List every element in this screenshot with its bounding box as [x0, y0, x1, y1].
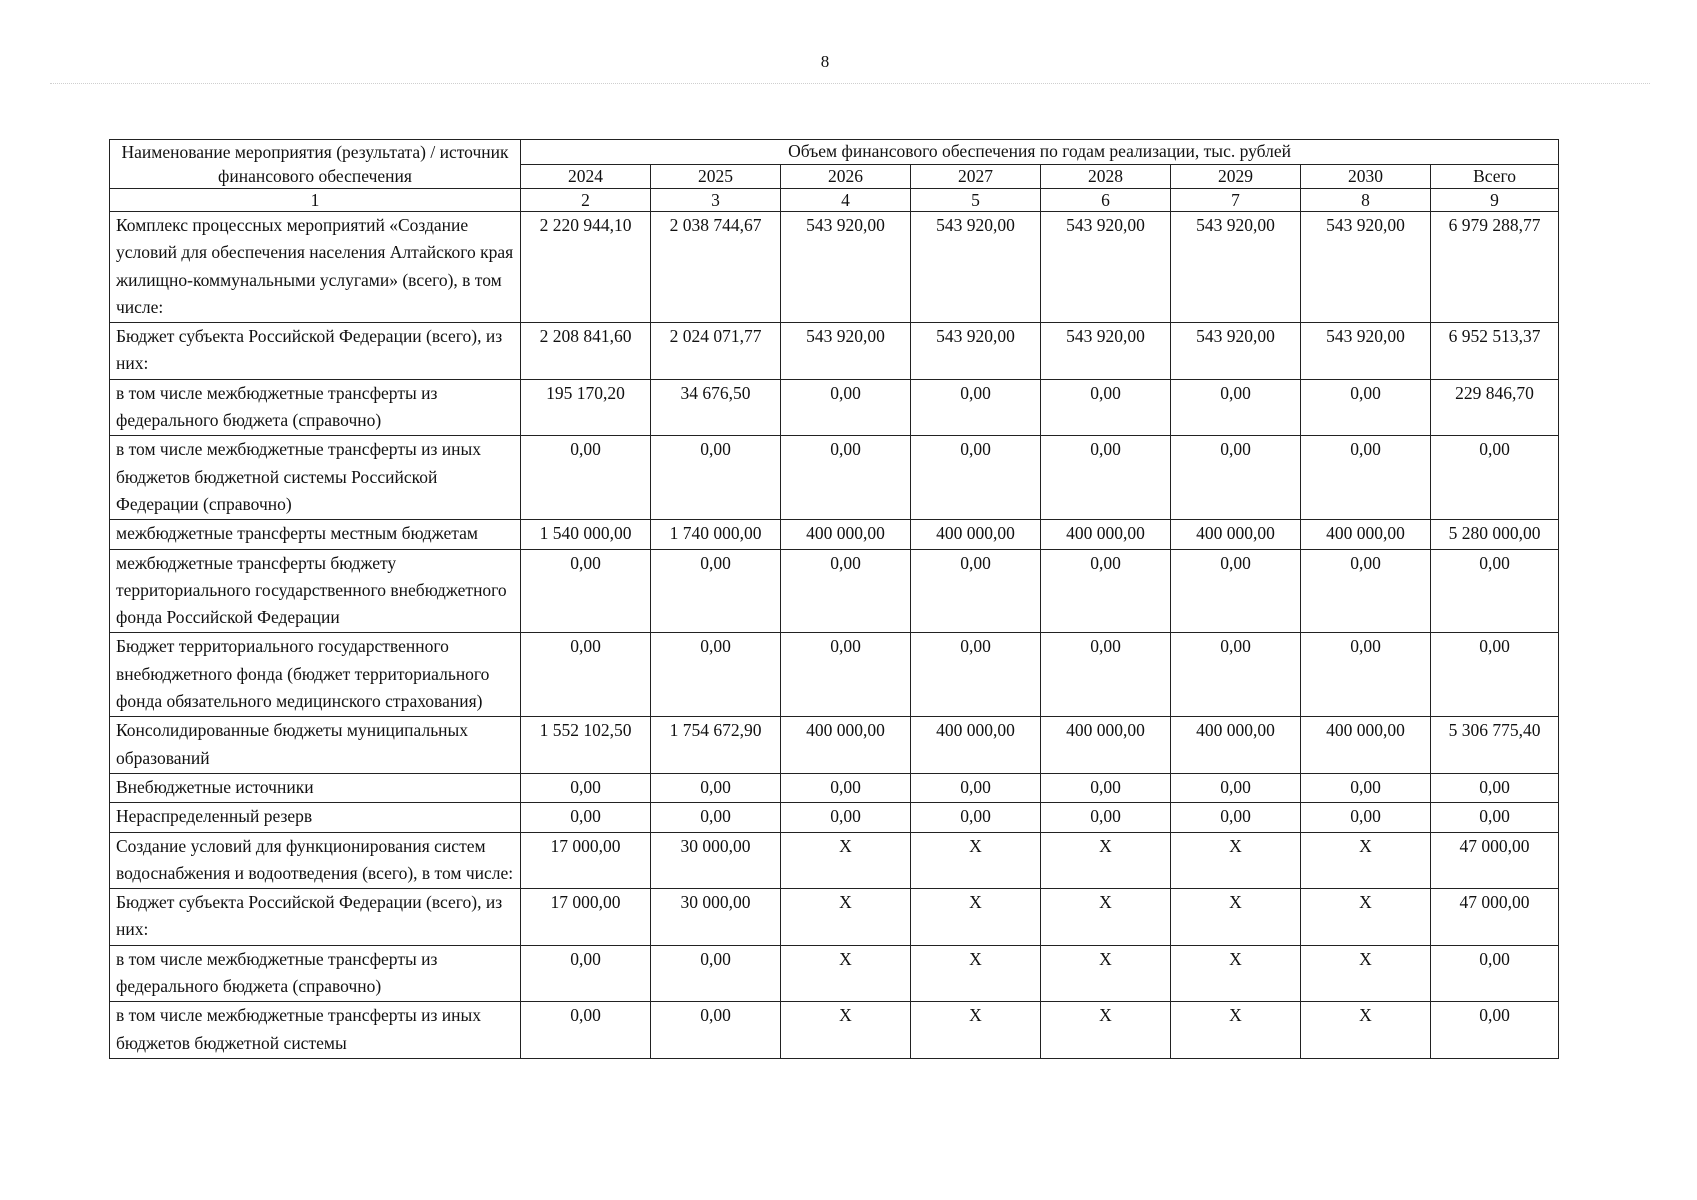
table-row	[110, 889, 1559, 946]
row-value-cell: 1 552 102,50	[521, 717, 651, 774]
row-total-cell: 0,00	[1431, 803, 1559, 832]
row-value-cell: X	[911, 1002, 1041, 1059]
row-total-cell: 0,00	[1431, 633, 1559, 717]
row-name-cell: Консолидированные бюджеты муниципальных образований	[110, 717, 521, 774]
row-value-cell: 0,00	[1301, 436, 1431, 520]
row-value-cell: 0,00	[1041, 773, 1171, 802]
row-value-cell: 0,00	[1301, 773, 1431, 802]
row-value-cell: 2 220 944,10	[521, 212, 651, 323]
row-value-cell: 0,00	[1301, 379, 1431, 436]
table-row	[110, 1002, 1559, 1059]
row-name-cell: Бюджет субъекта Российской Федерации (всего), из них:	[110, 323, 521, 380]
row-value-cell: 400 000,00	[911, 520, 1041, 549]
row-value-cell: 30 000,00	[651, 832, 781, 889]
row-value-cell: 0,00	[521, 803, 651, 832]
row-value-cell: 400 000,00	[1171, 717, 1301, 774]
row-value-cell: X	[911, 889, 1041, 946]
row-value-cell: X	[781, 945, 911, 1002]
row-total-cell: 0,00	[1431, 1002, 1559, 1059]
header-year: 2029	[1171, 164, 1301, 189]
row-value-cell: 0,00	[521, 633, 651, 717]
row-value-cell: 0,00	[781, 773, 911, 802]
row-value-cell: 0,00	[1301, 803, 1431, 832]
column-number: 8	[1301, 189, 1431, 212]
row-value-cell: 0,00	[911, 773, 1041, 802]
row-value-cell: X	[1041, 832, 1171, 889]
row-name-cell: межбюджетные трансферты бюджету территориального государственного внебюджетного фонда Российской Федерации	[110, 549, 521, 633]
row-total-cell: 0,00	[1431, 773, 1559, 802]
row-total-cell: 47 000,00	[1431, 832, 1559, 889]
column-number: 9	[1431, 189, 1559, 212]
row-name-cell: в том числе межбюджетные трансферты из иных бюджетов бюджетной системы Российской Федерации (справочно)	[110, 436, 521, 520]
row-value-cell: 543 920,00	[781, 323, 911, 380]
row-value-cell: 0,00	[651, 773, 781, 802]
row-value-cell: 0,00	[651, 633, 781, 717]
row-value-cell: 0,00	[521, 773, 651, 802]
row-value-cell: 0,00	[781, 549, 911, 633]
row-value-cell: 400 000,00	[1301, 717, 1431, 774]
row-value-cell: 0,00	[521, 1002, 651, 1059]
row-value-cell: 17 000,00	[521, 889, 651, 946]
row-name-cell: Внебюджетные источники	[110, 773, 521, 802]
row-total-cell: 229 846,70	[1431, 379, 1559, 436]
row-value-cell: 0,00	[1301, 549, 1431, 633]
row-value-cell: 2 038 744,67	[651, 212, 781, 323]
financing-table	[109, 139, 1559, 1059]
row-name-cell: Бюджет субъекта Российской Федерации (всего), из них:	[110, 889, 521, 946]
row-total-cell: 0,00	[1431, 436, 1559, 520]
row-value-cell: 1 754 672,90	[651, 717, 781, 774]
row-value-cell: 400 000,00	[1041, 520, 1171, 549]
column-number: 6	[1041, 189, 1171, 212]
row-value-cell: 400 000,00	[1301, 520, 1431, 549]
row-value-cell: 543 920,00	[911, 323, 1041, 380]
row-value-cell: 543 920,00	[781, 212, 911, 323]
row-name-cell: Создание условий для функционирования систем водоснабжения и водоотведения (всего), в том числе:	[110, 832, 521, 889]
column-number: 4	[781, 189, 911, 212]
row-value-cell: 0,00	[781, 436, 911, 520]
row-value-cell: 0,00	[651, 436, 781, 520]
column-number: 5	[911, 189, 1041, 212]
row-value-cell: X	[1171, 832, 1301, 889]
row-value-cell: X	[1171, 945, 1301, 1002]
row-value-cell: 0,00	[1171, 803, 1301, 832]
table-row	[110, 945, 1559, 1002]
row-value-cell: 1 740 000,00	[651, 520, 781, 549]
table-row	[110, 549, 1559, 633]
header-year: 2024	[521, 164, 651, 189]
row-value-cell: 0,00	[521, 436, 651, 520]
row-value-cell: X	[1171, 889, 1301, 946]
row-name-cell: в том числе межбюджетные трансферты из иных бюджетов бюджетной системы	[110, 1002, 521, 1059]
row-value-cell: X	[781, 832, 911, 889]
table-row	[110, 520, 1559, 549]
row-total-cell: 6 952 513,37	[1431, 323, 1559, 380]
column-number: 2	[521, 189, 651, 212]
row-value-cell: 1 540 000,00	[521, 520, 651, 549]
row-value-cell: 0,00	[1041, 803, 1171, 832]
row-name-cell: межбюджетные трансферты местным бюджетам	[110, 520, 521, 549]
row-value-cell: 0,00	[1041, 549, 1171, 633]
row-name-cell: в том числе межбюджетные трансферты из федерального бюджета (справочно)	[110, 379, 521, 436]
row-value-cell: X	[1301, 945, 1431, 1002]
row-value-cell: 543 920,00	[1301, 212, 1431, 323]
row-value-cell: 543 920,00	[911, 212, 1041, 323]
row-name-cell: Бюджет территориального государственного внебюджетного фонда (бюджет территориального фонда обязательного медицинского страхования)	[110, 633, 521, 717]
row-value-cell: X	[1171, 1002, 1301, 1059]
header-group-title: Объем финансового обеспечения по годам реализации, тыс. рублей	[521, 140, 1559, 165]
table-body	[110, 212, 1559, 1059]
table-row	[110, 436, 1559, 520]
header-year: 2026	[781, 164, 911, 189]
row-name-cell: Комплекс процессных мероприятий «Создание условий для обеспечения населения Алтайского края жилищно-коммунальными услугами» (всего), в том числе:	[110, 212, 521, 323]
row-name-cell: в том числе межбюджетные трансферты из федерального бюджета (справочно)	[110, 945, 521, 1002]
row-value-cell: 400 000,00	[1171, 520, 1301, 549]
row-value-cell: X	[1041, 889, 1171, 946]
row-value-cell: 543 920,00	[1171, 212, 1301, 323]
row-value-cell: 0,00	[911, 436, 1041, 520]
row-value-cell: X	[1301, 832, 1431, 889]
row-value-cell: 400 000,00	[781, 520, 911, 549]
table-row	[110, 773, 1559, 802]
row-value-cell: 0,00	[781, 633, 911, 717]
row-value-cell: 543 920,00	[1301, 323, 1431, 380]
row-value-cell: 0,00	[911, 633, 1041, 717]
row-total-cell: 0,00	[1431, 549, 1559, 633]
row-value-cell: X	[1301, 1002, 1431, 1059]
row-value-cell: 400 000,00	[1041, 717, 1171, 774]
row-value-cell: X	[1041, 945, 1171, 1002]
row-value-cell: 34 676,50	[651, 379, 781, 436]
row-value-cell: 0,00	[1041, 633, 1171, 717]
row-total-cell: 5 280 000,00	[1431, 520, 1559, 549]
row-value-cell: 543 920,00	[1171, 323, 1301, 380]
row-value-cell: 0,00	[651, 549, 781, 633]
table-row	[110, 803, 1559, 832]
header-column-numbers-row	[110, 189, 1559, 212]
row-value-cell: 0,00	[1041, 436, 1171, 520]
table-row	[110, 379, 1559, 436]
row-value-cell: 400 000,00	[781, 717, 911, 774]
table-row	[110, 212, 1559, 323]
row-value-cell: X	[1041, 1002, 1171, 1059]
table-header	[110, 140, 1559, 212]
scan-artifact-line	[50, 83, 1650, 84]
page-number: 8	[820, 52, 830, 71]
column-number: 1	[110, 189, 521, 212]
row-value-cell: 0,00	[911, 379, 1041, 436]
row-value-cell: 0,00	[1041, 379, 1171, 436]
table-row	[110, 633, 1559, 717]
row-value-cell: 0,00	[1301, 633, 1431, 717]
row-value-cell: 0,00	[781, 803, 911, 832]
row-value-cell: X	[781, 889, 911, 946]
row-value-cell: 0,00	[1171, 379, 1301, 436]
row-value-cell: 0,00	[651, 803, 781, 832]
header-year: 2027	[911, 164, 1041, 189]
header-year: 2028	[1041, 164, 1171, 189]
column-number: 3	[651, 189, 781, 212]
row-value-cell: 543 920,00	[1041, 212, 1171, 323]
row-total-cell: 5 306 775,40	[1431, 717, 1559, 774]
header-year: 2030	[1301, 164, 1431, 189]
row-value-cell: 0,00	[521, 945, 651, 1002]
table-row	[110, 323, 1559, 380]
row-value-cell: 195 170,20	[521, 379, 651, 436]
header-total: Всего	[1431, 164, 1559, 189]
row-value-cell: X	[911, 832, 1041, 889]
row-value-cell: 2 208 841,60	[521, 323, 651, 380]
row-value-cell: 0,00	[521, 549, 651, 633]
row-total-cell: 0,00	[1431, 945, 1559, 1002]
header-year: 2025	[651, 164, 781, 189]
row-value-cell: 0,00	[1171, 773, 1301, 802]
row-value-cell: X	[781, 1002, 911, 1059]
table-row	[110, 717, 1559, 774]
row-value-cell: 0,00	[1171, 549, 1301, 633]
column-number: 7	[1171, 189, 1301, 212]
row-value-cell: 0,00	[781, 379, 911, 436]
row-value-cell: 0,00	[651, 945, 781, 1002]
row-value-cell: 2 024 071,77	[651, 323, 781, 380]
row-name-cell: Нераспределенный резерв	[110, 803, 521, 832]
row-value-cell: 400 000,00	[911, 717, 1041, 774]
row-value-cell: X	[1301, 889, 1431, 946]
row-value-cell: 30 000,00	[651, 889, 781, 946]
row-total-cell: 6 979 288,77	[1431, 212, 1559, 323]
row-value-cell: 0,00	[651, 1002, 781, 1059]
row-value-cell: 0,00	[1171, 633, 1301, 717]
row-value-cell: 0,00	[911, 803, 1041, 832]
header-name-column: Наименование мероприятия (результата) / источник финансового обеспечения	[110, 140, 521, 189]
row-value-cell: 17 000,00	[521, 832, 651, 889]
row-value-cell: 543 920,00	[1041, 323, 1171, 380]
row-value-cell: 0,00	[1171, 436, 1301, 520]
row-value-cell: 0,00	[911, 549, 1041, 633]
row-total-cell: 47 000,00	[1431, 889, 1559, 946]
row-value-cell: X	[911, 945, 1041, 1002]
table-row	[110, 832, 1559, 889]
